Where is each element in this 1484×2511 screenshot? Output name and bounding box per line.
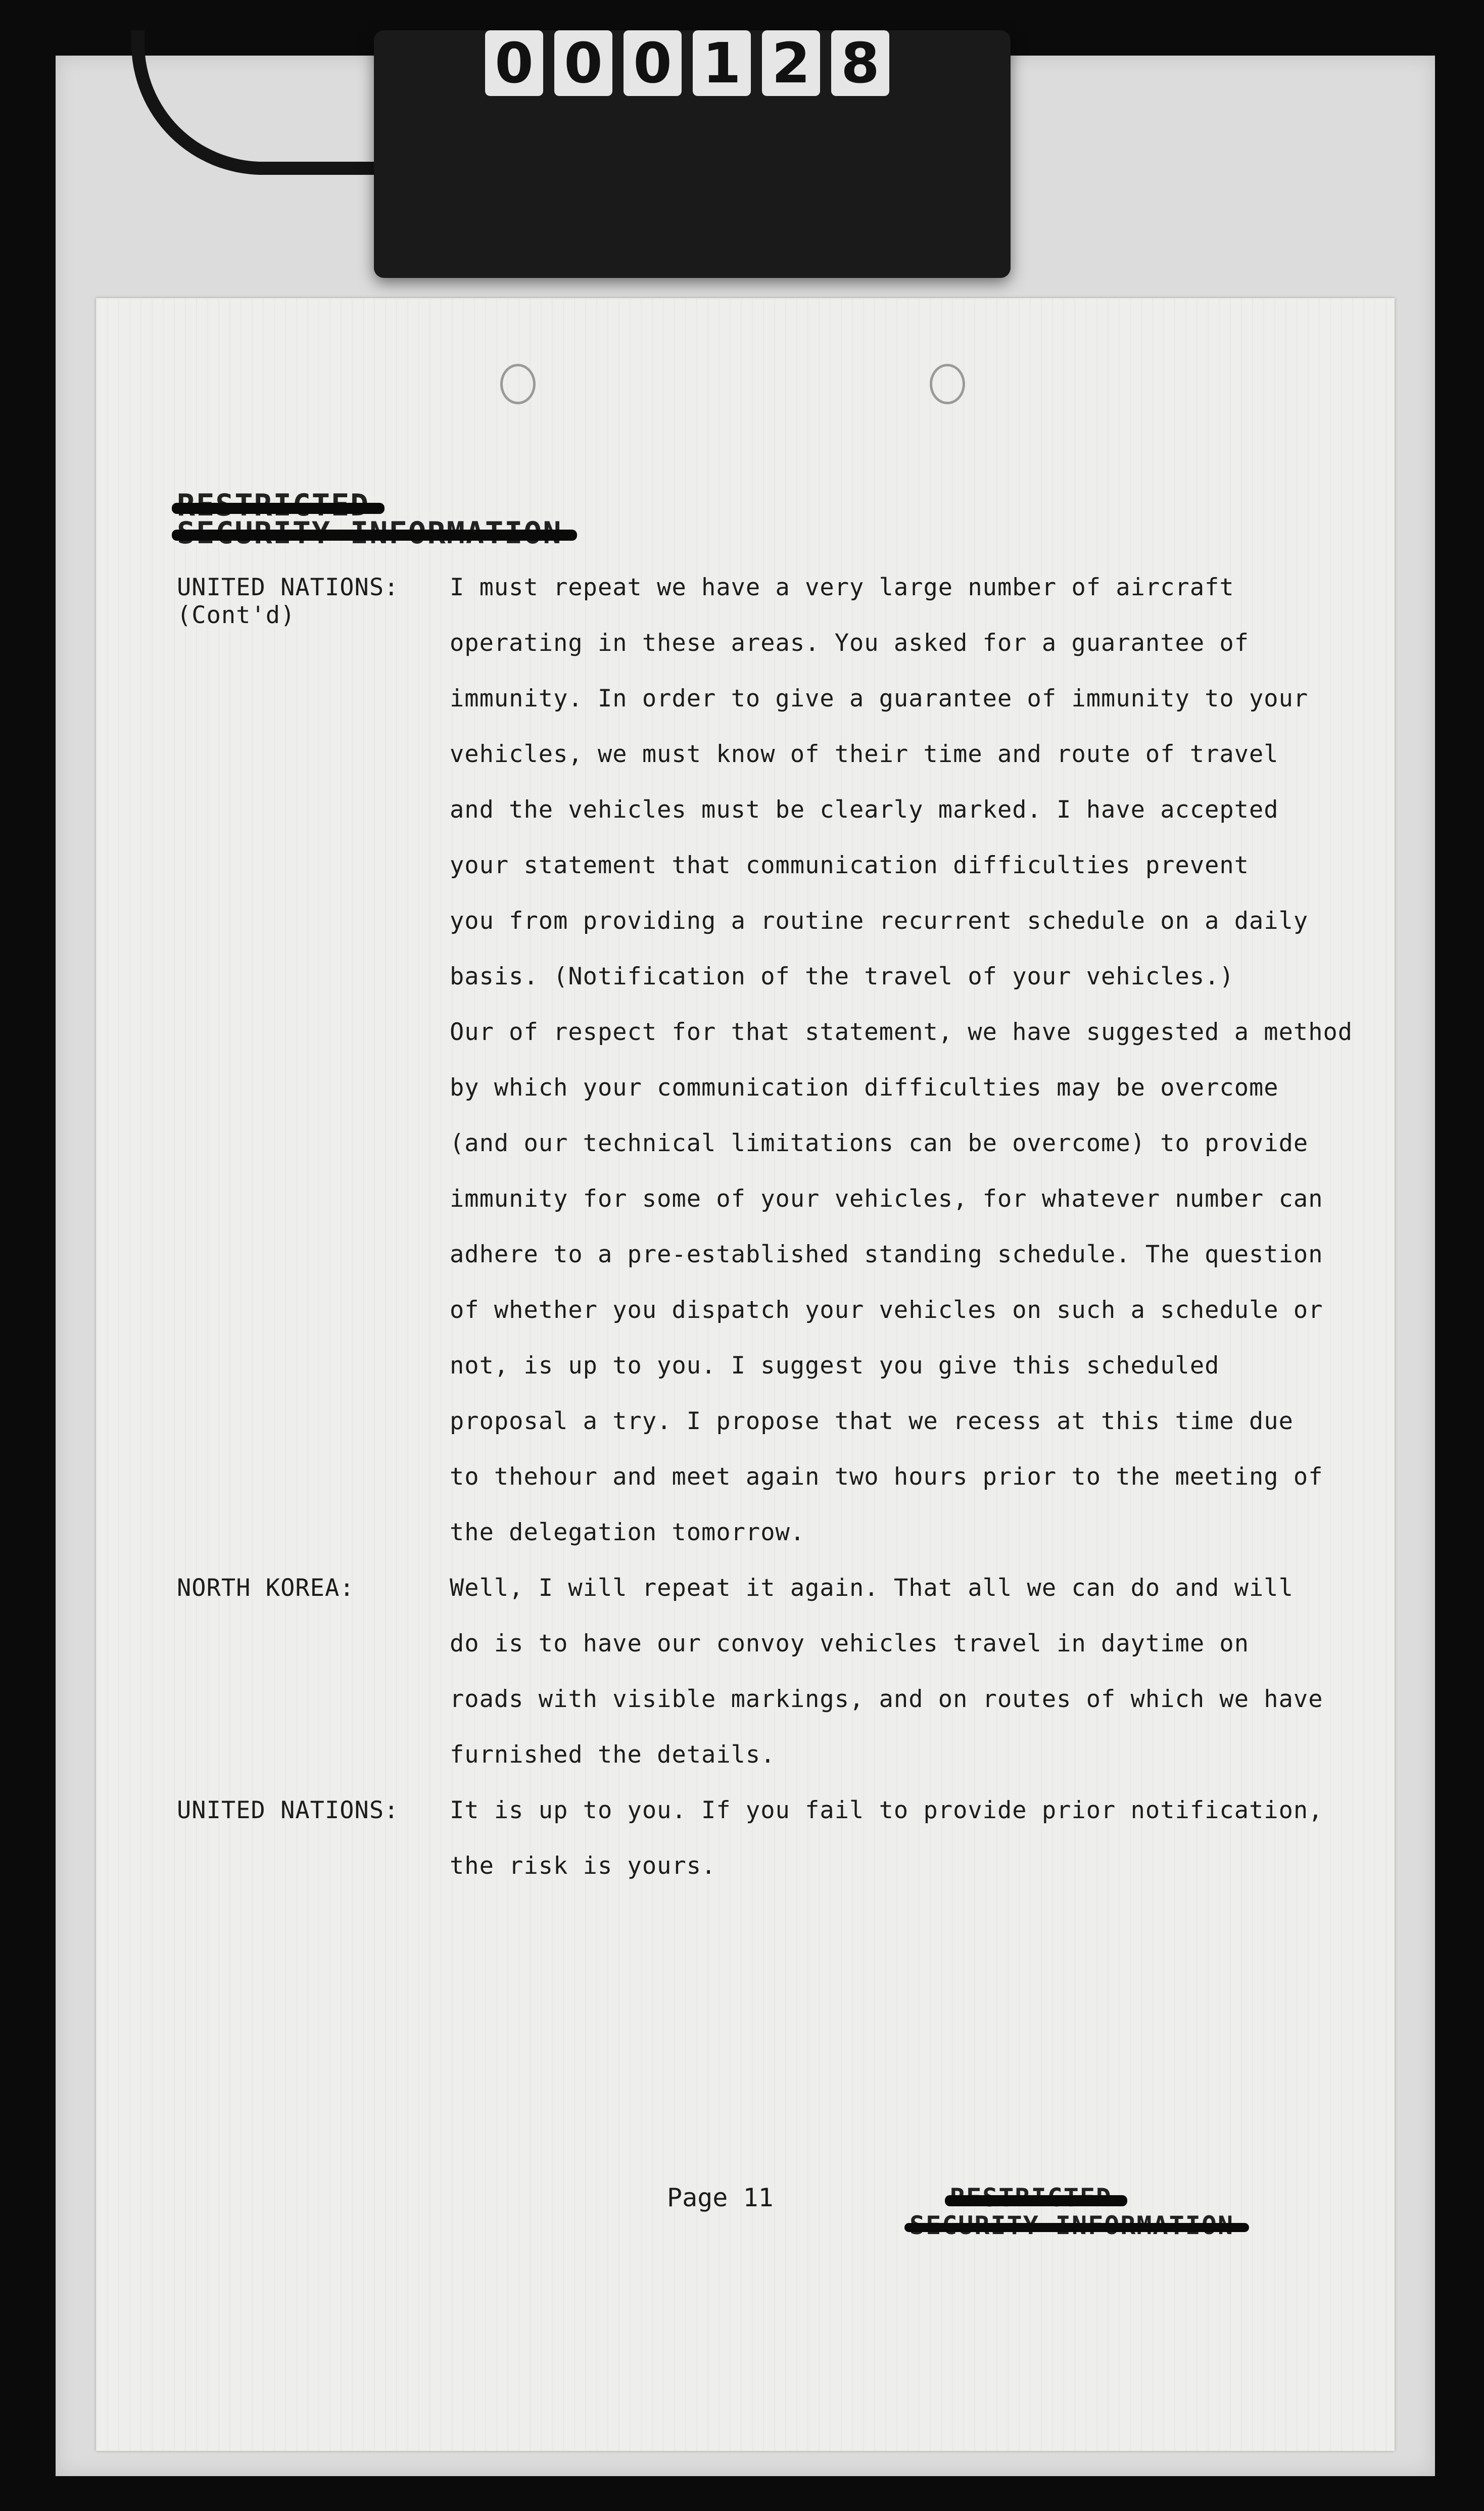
counter-digit: 8	[831, 30, 889, 96]
page-number: Page 11	[667, 2183, 774, 2212]
counter-digit: 2	[762, 30, 820, 96]
footer-security-mark	[909, 2211, 1234, 2240]
speaker-label: UNITED NATIONS:	[177, 574, 399, 601]
counter-digits	[485, 30, 889, 96]
text-line: by which your communication difficulties may be overcome	[450, 1074, 1279, 1102]
text-line: and the vehicles must be clearly marked. I have accepted	[450, 796, 1279, 824]
footer-restricted-mark	[950, 2183, 1112, 2212]
text-line: basis. (Notification of the travel of your vehicles.)	[450, 963, 1234, 990]
punch-hole	[930, 364, 965, 404]
text-line: It is up to you. If you fail to provide prior notification,	[450, 1796, 1323, 1824]
text-line: roads with visible markings, and on routes of which we have	[450, 1685, 1323, 1713]
text-line: I must repeat we have a very large number of aircraft	[450, 574, 1234, 601]
speaker-label: UNITED NATIONS:	[177, 1796, 399, 1824]
text-line: Well, I will repeat it again. That all we can do and will	[450, 1574, 1294, 1602]
text-line: proposal a try. I propose that we recess at this time due	[450, 1407, 1294, 1435]
text-line: Our of respect for that statement, we have suggested a method	[450, 1018, 1353, 1046]
counter-digit: 0	[485, 30, 543, 96]
text-line: vehicles, we must know of their time and route of travel	[450, 740, 1279, 768]
text-line: (and our technical limitations can be overcome) to provide	[450, 1129, 1309, 1157]
frame-counter	[374, 30, 1011, 278]
text-line: immunity. In order to give a guarantee of immunity to your	[450, 685, 1309, 713]
text-line: furnished the details.	[450, 1741, 776, 1769]
text-line: operating in these areas. You asked for a guarantee of	[450, 629, 1250, 657]
header-security-mark	[177, 515, 562, 551]
document-sheet	[96, 298, 1395, 2451]
text-line: of whether you dispatch your vehicles on such a schedule or	[450, 1296, 1323, 1324]
text-line: do is to have our convoy vehicles travel in daytime on	[450, 1630, 1250, 1657]
text-line: the risk is yours.	[450, 1852, 716, 1880]
counter-digit: 1	[693, 30, 751, 96]
text-line: your statement that communication difficulties prevent	[450, 851, 1250, 879]
text-line: immunity for some of your vehicles, for whatever number can	[450, 1185, 1323, 1213]
counter-digit: 0	[554, 30, 612, 96]
text-line: you from providing a routine recurrent schedule on a daily	[450, 907, 1309, 935]
text-line: the delegation tomorrow.	[450, 1519, 805, 1546]
speaker-continued-label: (Cont'd)	[177, 601, 296, 629]
counter-digit: 0	[624, 30, 682, 96]
text-line: adhere to a pre-established standing schedule. The question	[450, 1241, 1323, 1268]
speaker-label: NORTH KOREA:	[177, 1574, 355, 1602]
punch-hole	[500, 364, 536, 404]
text-line: to thehour and meet again two hours prior to the meeting of	[450, 1463, 1323, 1491]
text-line: not, is up to you. I suggest you give this scheduled	[450, 1352, 1220, 1380]
